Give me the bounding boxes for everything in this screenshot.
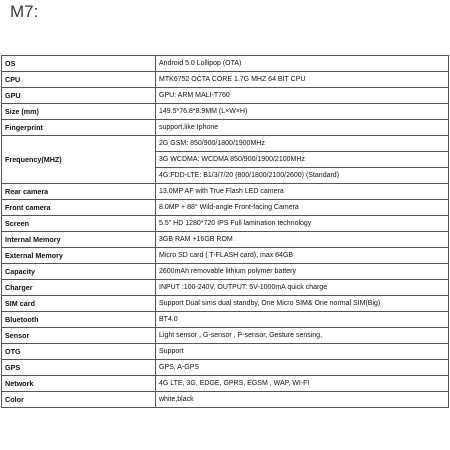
spec-label-color: Color xyxy=(2,392,156,408)
spec-value-network: 4G LTE, 3G, EDGE, GPRS, EGSM , WAP, WI-FI xyxy=(156,376,449,392)
spec-label-capacity: Capacity xyxy=(2,264,156,280)
spec-value-fingerprint: support,like Iphone xyxy=(156,120,449,136)
table-row xyxy=(2,104,449,120)
spec-value-otg: Support xyxy=(156,344,449,360)
spec-label-gps: GPS xyxy=(2,360,156,376)
frequency-line-3g: 3G WCDMA: WCDMA 850/900/1900/2100MHz xyxy=(156,152,448,168)
spec-label-network: Network xyxy=(2,376,156,392)
spec-value-frequency xyxy=(156,136,449,184)
table-row xyxy=(2,248,449,264)
table-row xyxy=(2,296,449,312)
spec-value-bluetooth: BT4.0 xyxy=(156,312,449,328)
spec-value-gps: GPS, A-GPS xyxy=(156,360,449,376)
frequency-line-4g: 4G:FDD-LTE: B1/3/7/20 (800/1800/2100/2600) (Standard) xyxy=(159,172,340,179)
spec-value-external-memory: Micro SD card ( T-FLASH card), max 64GB xyxy=(156,248,449,264)
spec-value-sensor: Light sensor , G-sensor , P-sensor, Gesture sensing, xyxy=(156,328,449,344)
table-row xyxy=(2,392,449,408)
spec-label-fingerprint: Fingerprint xyxy=(2,120,156,136)
spec-value-color: white,black xyxy=(156,392,449,408)
model-title: M7: xyxy=(10,2,39,21)
spec-value-gpu: GPU: ARM MALI-T760 xyxy=(156,88,449,104)
table-row xyxy=(2,184,449,200)
spec-label-external-memory: External Memory xyxy=(2,248,156,264)
spec-table xyxy=(1,55,449,408)
spec-label-sensor: Sensor xyxy=(2,328,156,344)
spec-label-otg: OTG xyxy=(2,344,156,360)
spec-value-charger: INPUT :100-240V, OUTPUT: 5V-1000mA quick charge xyxy=(156,280,449,296)
spec-value-capacity: 2600mAh removable lithium polymer battery xyxy=(156,264,449,280)
table-row xyxy=(2,56,449,72)
table-row xyxy=(2,136,449,184)
table-row xyxy=(2,216,449,232)
spec-value-internal-memory: 3GB RAM +16GB ROM xyxy=(156,232,449,248)
table-row xyxy=(2,328,449,344)
spec-label-screen: Screen xyxy=(2,216,156,232)
spec-value-screen: 5.5" HD 1280*720 IPS Full lamination technology xyxy=(156,216,449,232)
table-row xyxy=(2,88,449,104)
spec-label-internal-memory: Internal Memory xyxy=(2,232,156,248)
table-row xyxy=(2,232,449,248)
table-row xyxy=(2,72,449,88)
spec-label-os: OS xyxy=(2,56,156,72)
spec-value-size: 149.5*76.8*8.9MM (L×W×H) xyxy=(156,104,449,120)
spec-label-cpu: CPU xyxy=(2,72,156,88)
spec-label-rear-camera: Rear camera xyxy=(2,184,156,200)
table-row xyxy=(2,200,449,216)
spec-value-cpu: MTK6752 OCTA CORE 1.7G MHZ 64 BIT CPU xyxy=(156,72,449,88)
spec-label-front-camera: Front camera xyxy=(2,200,156,216)
table-row xyxy=(2,280,449,296)
spec-value-sim-card: Support Dual sims dual standby, One Micro SIM& One normal SIM(Big) xyxy=(156,296,449,312)
frequency-line-2g: 2G GSM: 850/900/1800/1900MHz xyxy=(156,136,448,152)
table-row xyxy=(2,312,449,328)
spec-label-gpu: GPU xyxy=(2,88,156,104)
table-row xyxy=(2,120,449,136)
spec-label-sim-card: SIM card xyxy=(2,296,156,312)
table-row xyxy=(2,376,449,392)
table-row xyxy=(2,264,449,280)
spec-value-front-camera: 8.0MP + 88° Wild-angle Front-facing Camera xyxy=(156,200,449,216)
spec-value-rear-camera: 13.0MP AF with True Flash LED camera xyxy=(156,184,449,200)
spec-label-frequency: Frequency(MHZ) xyxy=(2,136,156,184)
spec-label-charger: Charger xyxy=(2,280,156,296)
spec-value-os: Android 5.0 Lollipop (OTA) xyxy=(156,56,449,72)
spec-label-size: Size (mm) xyxy=(2,104,156,120)
table-row xyxy=(2,344,449,360)
table-row xyxy=(2,360,449,376)
spec-label-bluetooth: Bluetooth xyxy=(2,312,156,328)
